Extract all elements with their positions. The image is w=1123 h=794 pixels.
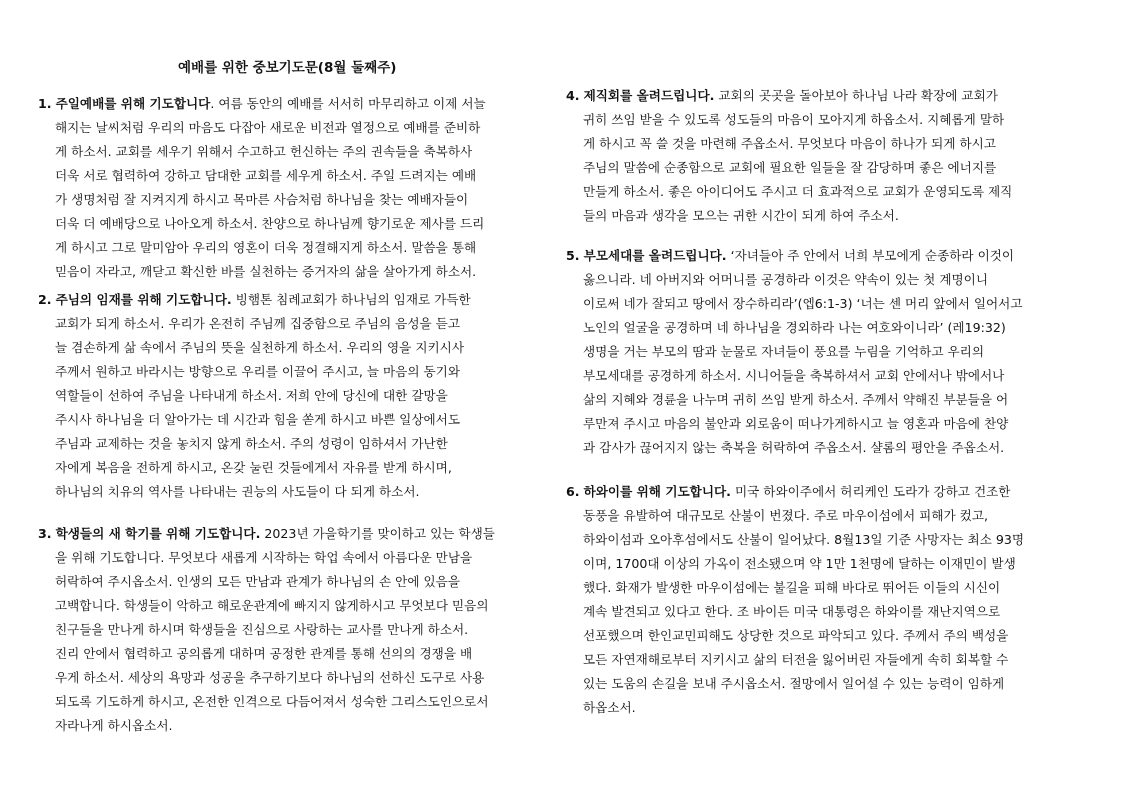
item-text: 선포했으며 한인교민피해도 상당한 것으로 파악되고 있다. 주께서 주의 백성을 [583,628,1009,643]
item-text: 삶의 지혜와 경륜을 나누며 귀히 쓰임 받게 하소서. 주께서 약해진 부분들을 어 [583,392,1009,407]
item-text: 빙햄톤 침례교회가 하나님의 임재로 가득한 [231,292,471,307]
item-text: 가 생명처럼 잘 지켜지게 하시고 목마른 사슴처럼 하나님을 찾는 예배자들이 [55,192,469,207]
item-text: 주께서 원하고 바라시는 방향으로 우리를 이끌어 주시고, 늘 마음의 동기와 [55,364,460,379]
prayer-item-4 [566,84,1012,228]
item-text: 노인의 얼굴을 공경하며 네 하나님을 경외하라 나는 여호와이니라’ (레19:32) [583,320,1006,335]
prayer-item-3 [38,522,495,738]
document-title: 예배를 위한 중보기도문(8월 둘째주) [178,60,397,76]
item-text: 주님과 교제하는 것을 놓치지 않게 하소서. 주의 성령이 임하셔서 가난한 [55,436,448,451]
item-text: 하옵소서. [583,700,636,715]
item-text: 고백합니다. 학생들이 악하고 해로운관계에 빠지지 않게하시고 무엇보다 믿음의 [55,598,489,613]
item-text: 루만져 주시고 마음의 불안과 외로움이 떠나가게하시고 늘 영혼과 마음에 찬양 [583,416,1009,431]
prayer-item-5 [566,244,1023,460]
item-heading: 부모세대를 올려드립니다. [583,248,727,263]
item-text: 해지는 날씨처럼 우리의 마음도 다잡아 새로운 비전과 열정으로 예배를 준비하 [55,120,481,135]
prayer-item-2 [38,288,471,504]
item-text: 모든 자연재해로부터 지키시고 삶의 터전을 잃어버린 자들에게 속히 회복할 수 [583,652,1009,667]
item-text: 친구들을 만나게 하시며 학생들을 진심으로 사랑하는 교사를 만나게 하소서. [55,622,469,637]
item-text: 부모세대를 공경하게 하소서. 시니어들을 축복하셔서 교회 안에서나 밖에서나 [583,368,1005,383]
item-heading: 학생들의 새 학기를 위해 기도합니다. [55,526,261,541]
item-text: 옳으니라. 네 아버지와 어머니를 공경하라 이것은 약속이 있는 첫 계명이니 [583,272,988,287]
item-text: 자라나게 하시옵소서. [55,718,173,733]
item-text: 하와이섬과 오아후섬에서도 산불이 일어났다. 8월13일 기준 사망자는 최소 93명 [583,532,1025,547]
item-number: 6. [566,484,580,499]
item-number: 1. [38,96,52,111]
item-text: 과 감사가 끊어지지 않는 축복을 허락하여 주옵소서. 샬롬의 평안을 주옵소서. [583,440,1005,455]
item-text: 믿음이 자라고, 깨닫고 확신한 바를 실천하는 증거자의 삶을 살아가게 하소서. [55,264,477,279]
item-text: 이며, 1700대 이상의 가옥이 전소됐으며 약 1만 1천명에 달하는 이재민이 발생 [583,556,1016,571]
item-text: 주님의 말씀에 순종함으로 교회에 필요한 일들을 잘 감당하며 좋은 에너지를 [583,160,997,175]
item-heading: 주님의 임재를 위해 기도합니다. [55,292,232,307]
item-heading: 주일예배를 위해 기도합니다 [55,96,211,111]
item-text: 게 하시고 꼭 쓸 것을 마련해 주옵소서. 무엇보다 마음이 하나가 되게 하시고 [583,136,997,151]
item-text: 계속 발견되고 있다고 한다. 조 바이든 미국 대통령은 하와이를 재난지역으로 [583,604,1001,619]
item-text: 더욱 더 예배당으로 나아오게 하소서. 찬양으로 하나님께 향기로운 제사를 드리 [55,216,485,231]
prayer-item-6 [566,480,1024,720]
item-text: 하나님의 치유의 역사를 나타내는 권능의 사도들이 다 되게 하소서. [55,484,420,499]
item-number: 2. [38,292,52,307]
prayer-item-1 [38,92,486,284]
item-number: 4. [566,88,580,103]
item-text: 들의 마음과 생각을 모으는 귀한 시간이 되게 하여 주소서. [583,208,899,223]
item-text: 이로써 네가 잘되고 땅에서 장수하리라’(엡6:1-3) ‘너는 센 머리 앞에서 일어서고 [583,296,1023,311]
item-text: 을 위해 기도합니다. 무엇보다 새롭게 시작하는 학업 속에서 아름다운 만남을 [55,550,473,565]
item-number: 3. [38,526,52,541]
item-text: 늘 겸손하게 삶 속에서 주님의 뜻을 실천하게 하소서. 우리의 영을 지키시사 [55,340,465,355]
item-text: 게 하소서. 교회를 세우기 위해서 수고하고 헌신하는 주의 권속들을 축복하사 [55,144,473,159]
item-text: 게 하시고 그로 말미암아 우리의 영혼이 더욱 정결해지게 하소서. 말씀을 통해 [55,240,477,255]
item-heading: 하와이를 위해 기도합니다. [583,484,731,499]
item-text: 만들게 하소서. 좋은 아이디어도 주시고 더 효과적으로 교회가 운영되도록 제직 [583,184,1013,199]
item-text: 진리 안에서 협력하고 공의롭게 대하며 공정한 관계를 통해 선의의 경쟁을 배 [55,646,473,661]
item-text: 동풍을 유발하여 대규모로 산불이 번졌다. 주로 마우이섬에서 피해가 컸고, [583,508,988,523]
item-text: 되도록 기도하게 하시고, 온전한 인격으로 다듬어져서 성숙한 그리스도인으로서 [55,694,489,709]
item-text: ‘자녀들아 주 안에서 너희 부모에게 순종하라 이것이 [726,248,1015,263]
item-text: 역할들이 선하여 주님을 나타내게 하소서. 저희 안에 당신에 대한 갈망을 [55,388,448,403]
item-heading: 제직회를 올려드립니다. [583,88,715,103]
item-text: 귀히 쓰임 받을 수 있도록 성도들의 마음이 모아지게 하옵소서. 지혜롭게 말하 [583,112,1005,127]
item-text: 2023년 가을학기를 맞이하고 있는 학생들 [260,526,495,541]
item-text: . 여름 동안의 예배를 서서히 마무리하고 이제 서늘 [210,96,486,111]
item-text: 교회의 곳곳을 돌아보아 하나님 나라 확장에 교회가 [714,88,998,103]
item-text: 자에게 복음을 전하게 하시고, 온갖 눌린 것들에게서 자유를 받게 하시며, [55,460,452,475]
item-number: 5. [566,248,580,263]
item-text: 교회가 되게 하소서. 우리가 온전히 주님께 집중함으로 주님의 음성을 듣고 [55,316,460,331]
item-text: 있는 도움의 손길을 보내 주시옵소서. 절망에서 일어설 수 있는 능력이 임하게 [583,676,1005,691]
item-text: 더욱 서로 협력하여 강하고 담대한 교회를 세우게 하소서. 주일 드려지는 예배 [55,168,477,183]
item-text: 우게 하소서. 세상의 욕망과 성공을 추구하기보다 하나님의 선하신 도구로 사용 [55,670,485,685]
item-text: 했다. 화재가 발생한 마우이섬에는 불길을 피해 바다로 뛰어든 이들의 시신이 [583,580,1001,595]
item-text: 주시사 하나님을 더 알아가는 데 시간과 힘을 쏟게 하시고 바쁜 일상에서도 [55,412,460,427]
item-text: 생명을 거는 부모의 땀과 눈물로 자녀들이 풍요를 누림을 기억하고 우리의 [583,344,984,359]
item-text: 미국 하와이주에서 허리케인 도라가 강하고 건조한 [730,484,1011,499]
item-text: 허락하여 주시옵소서. 인생의 모든 만남과 관계가 하나님의 손 안에 있음을 [55,574,460,589]
